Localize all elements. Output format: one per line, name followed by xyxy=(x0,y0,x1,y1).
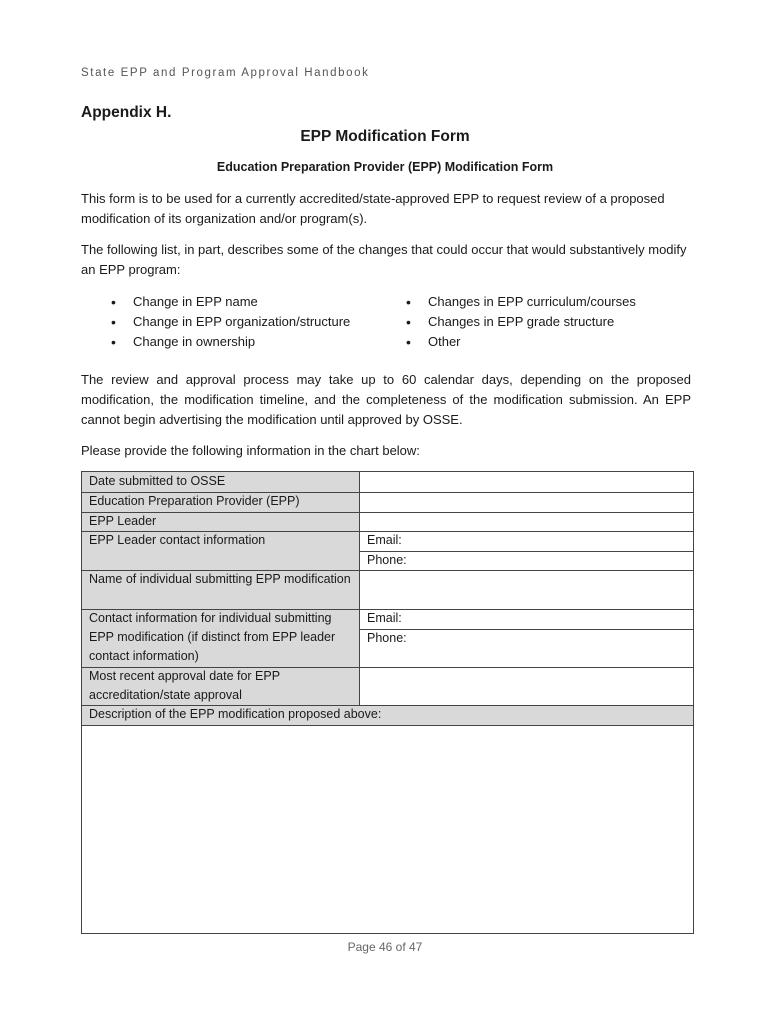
provider-field[interactable] xyxy=(360,492,693,512)
row-divider xyxy=(82,705,693,706)
leader-label: EPP Leader xyxy=(82,512,359,531)
appendix-heading: Appendix H. xyxy=(81,104,172,121)
row-divider xyxy=(82,725,693,726)
row-divider xyxy=(82,492,693,493)
submitter-contact-label: Contact information for individual submitting EPP modification (if distinct from EPP leader contact information) xyxy=(82,609,359,667)
submitter-phone-field[interactable]: Phone: xyxy=(367,631,407,645)
submitter-name-label: Name of individual submitting EPP modification xyxy=(82,570,359,609)
submitter-email-field[interactable]: Email: xyxy=(367,611,402,625)
submitter-name-field[interactable] xyxy=(360,570,693,609)
intro-paragraph: This form is to be used for a currently accredited/state-approved EPP to request review of a proposed modification of its organization and/or program(s). xyxy=(81,191,665,226)
leader-phone-field[interactable]: Phone: xyxy=(367,553,407,567)
chart-intro-paragraph: Please provide the following information in the chart below: xyxy=(81,443,420,458)
form-title: EPP Modification Form xyxy=(300,128,470,145)
date-submitted-label: Date submitted to OSSE xyxy=(82,472,359,492)
running-header: State EPP and Program Approval Handbook xyxy=(81,67,370,79)
row-divider xyxy=(359,629,693,630)
row-divider xyxy=(82,512,693,513)
row-divider xyxy=(82,667,693,668)
list-item: • Change in EPP organization/structure xyxy=(111,312,406,332)
leader-field[interactable] xyxy=(360,512,693,531)
changes-list-left xyxy=(111,292,406,352)
changes-list xyxy=(111,292,671,352)
row-divider xyxy=(359,551,693,552)
page-number: Page 46 of 47 xyxy=(347,940,423,954)
leader-contact-label: EPP Leader contact information xyxy=(82,531,359,570)
modification-form-table xyxy=(81,471,694,934)
changes-list-right xyxy=(406,292,636,352)
list-item: • Change in ownership xyxy=(111,332,406,352)
review-paragraph: The review and approval process may take up to 60 calendar days, depending on the proposed modification, the modification timeline, and the completeness of the modification submission. An EPP cannot begin advertising the modification until approved by OSSE. xyxy=(81,372,691,427)
list-intro-paragraph: The following list, in part, describes some of the changes that could occur that would substantively modify an EPP program: xyxy=(81,242,687,277)
form-subtitle: Education Preparation Provider (EPP) Modification Form xyxy=(216,160,554,174)
recent-approval-label: Most recent approval date for EPP accreditation/state approval xyxy=(82,667,359,705)
list-item: • Other xyxy=(406,332,636,352)
date-submitted-field[interactable] xyxy=(360,472,693,492)
list-item: • Changes in EPP grade structure xyxy=(406,312,636,332)
row-divider xyxy=(82,609,693,610)
list-item: • Change in EPP name xyxy=(111,292,406,312)
leader-email-field[interactable]: Email: xyxy=(367,533,402,547)
provider-label: Education Preparation Provider (EPP) xyxy=(82,492,359,512)
column-divider xyxy=(359,472,360,705)
list-item: • Changes in EPP curriculum/courses xyxy=(406,292,636,312)
recent-approval-field[interactable] xyxy=(360,667,693,705)
row-divider xyxy=(82,531,693,532)
description-field[interactable] xyxy=(82,725,693,933)
description-label: Description of the EPP modification proposed above: xyxy=(82,705,693,725)
row-divider xyxy=(82,570,693,571)
